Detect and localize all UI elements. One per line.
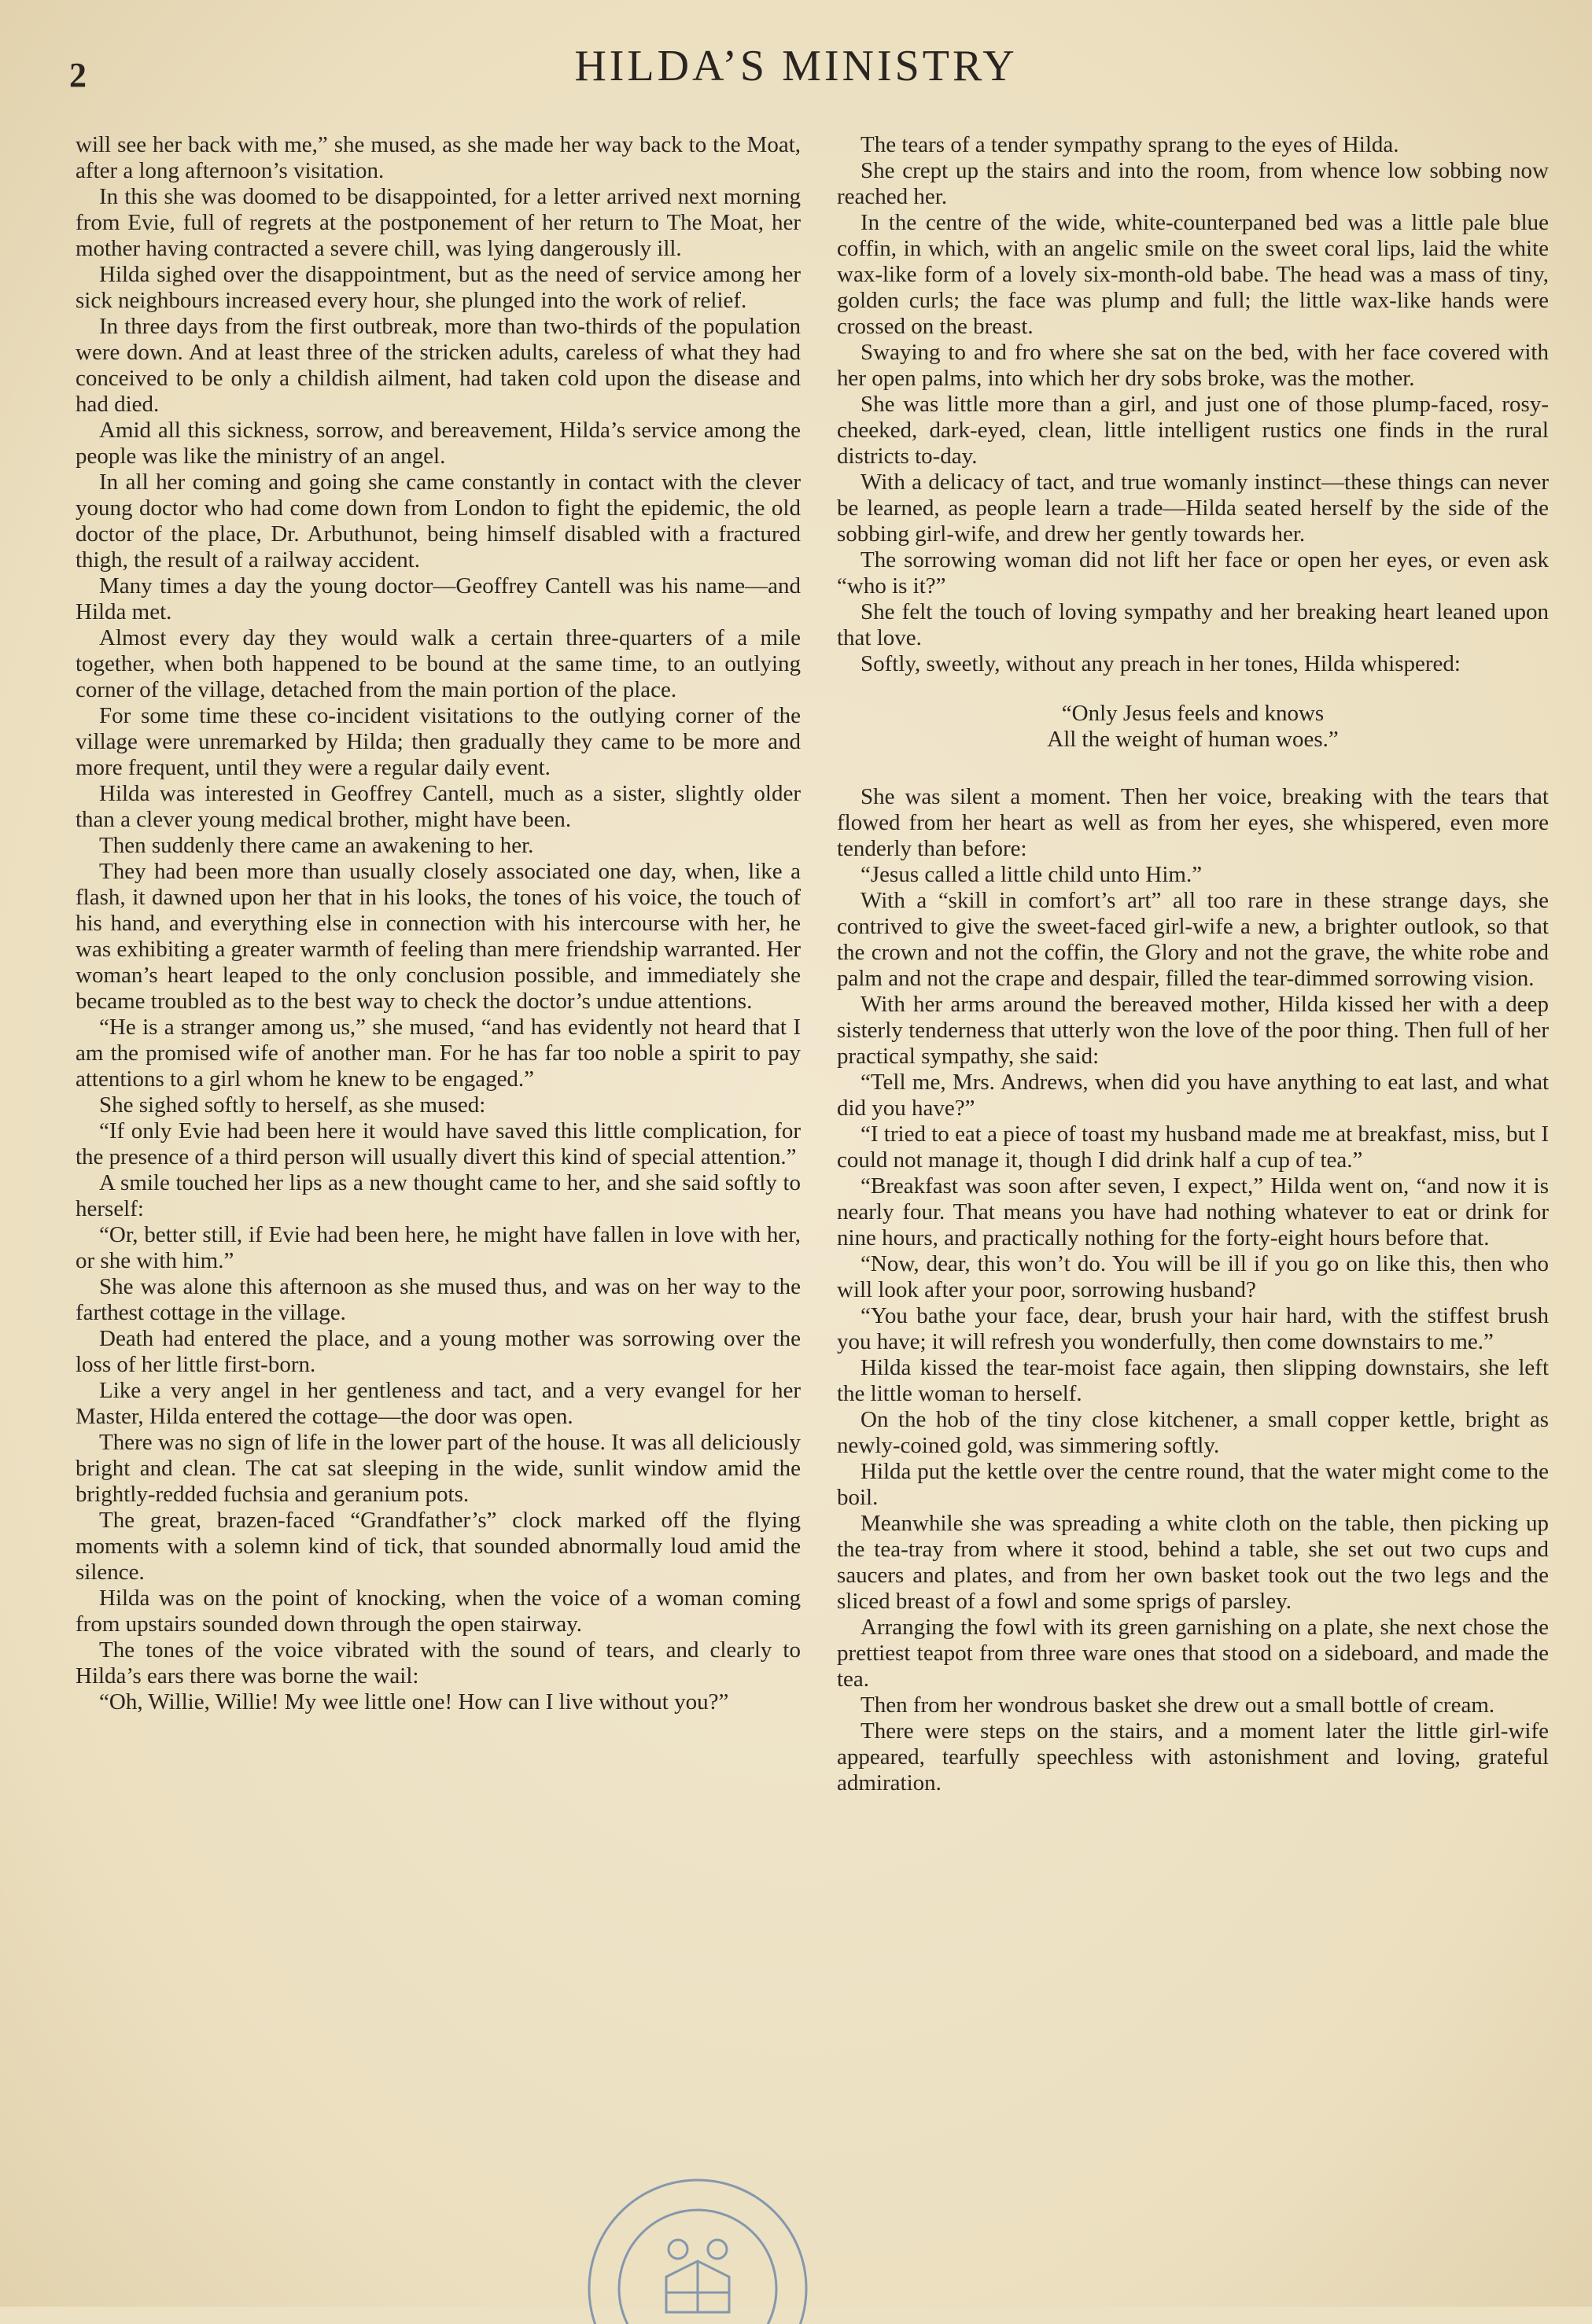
paragraph: Hilda was on the point of knocking, when the voice of a woman coming from upstairs sounded down through the open stairway. bbox=[76, 1586, 801, 1637]
paragraph: Amid all this sickness, sorrow, and bereavement, Hilda’s service among the people was like the ministry of an angel. bbox=[76, 418, 801, 469]
paragraph: She sighed softly to herself, as she mused: bbox=[99, 1092, 486, 1118]
paragraph: She crept up the stairs and into the room, from whence low sobbing now reached her. bbox=[837, 158, 1549, 209]
paragraph: In three days from the first outbreak, more than two-thirds of the population were down. And at least three of the stricken adults, careless of what they had conceived to be only a childish ailment, had taken cold upon the disease and had died. bbox=[76, 314, 801, 417]
paragraph: She felt the touch of loving sympathy and her breaking heart leaned upon that love. bbox=[837, 599, 1549, 650]
paragraph: Swaying to and fro where she sat on the bed, with her face covered with her open palms, into which her dry sobs broke, was the mother. bbox=[837, 340, 1549, 391]
page-number: 2 bbox=[69, 56, 87, 94]
paragraph: In the centre of the wide, white-counterpaned bed was a little pale blue coffin, in which, with an angelic smile on the sweet coral lips, laid the white wax-like form of a lovely six-month-old babe. The head was a mass of tiny, golden curls; the face was plump and full; the little wax-like hands were crossed on the breast. bbox=[837, 210, 1549, 339]
paragraph: With a “skill in comfort’s art” all too rare in these strange days, she contrived to give the sweet-faced girl-wife a new, a brighter outlook, so that the crown and not the coffin, the Glory and not the grave, the white robe and palm and not the crape and despair, filled the tear-dimmed sorrowing vision. bbox=[837, 888, 1549, 991]
paragraph: “Breakfast was soon after seven, I expect,” Hilda went on, “and now it is nearly four. That means you have had nothing whatever to eat or drink for nine hours, and practically nothing for the forty-eight hours before that. bbox=[837, 1173, 1549, 1250]
right-column bbox=[837, 132, 1549, 1796]
paragraph: “Jesus called a little child unto Him.” bbox=[860, 862, 1203, 887]
paragraph: Death had entered the place, and a young mother was sorrowing over the loss of her little first-born. bbox=[76, 1326, 801, 1377]
paragraph: She was silent a moment. Then her voice, breaking with the tears that flowed from her heart as well as from her eyes, she whispered, even more tenderly than before: bbox=[837, 784, 1549, 861]
paragraph: “I tried to eat a piece of toast my husband made me at breakfast, miss, but I could not manage it, though I did drink half a cup of tea.” bbox=[837, 1121, 1549, 1173]
verse-quote bbox=[837, 701, 1549, 753]
verse-line: All the weight of human woes.” bbox=[1047, 727, 1339, 752]
paragraph: There were steps on the stairs, and a moment later the little girl-wife appeared, tearfully speechless with astonishment and loving, grateful admiration. bbox=[837, 1718, 1549, 1795]
paragraph: “Oh, Willie, Willie! My wee little one! How can I live without you?” bbox=[99, 1689, 729, 1714]
paragraph: Like a very angel in her gentleness and tact, and a very evangel for her Master, Hilda entered the cottage—the door was open. bbox=[76, 1378, 801, 1429]
paragraph: “You bathe your face, dear, brush your hair hard, with the stiffest brush you have; it will refresh you wonderfully, then come downstairs to me.” bbox=[837, 1303, 1549, 1354]
paragraph: Hilda sighed over the disappointment, but as the need of service among her sick neighbours increased every hour, she plunged into the work of relief. bbox=[76, 262, 801, 313]
paragraph: “If only Evie had been here it would have saved this little complication, for the presence of a third person will usually divert this kind of special attention.” bbox=[76, 1118, 801, 1169]
paragraph: Then from her wondrous basket she drew out a small bottle of cream. bbox=[860, 1692, 1495, 1718]
paragraph: Arranging the fowl with its green garnishing on a plate, she next chose the prettiest teapot from three ware ones that stood on a sideboard, and made the tea. bbox=[837, 1615, 1549, 1692]
paragraph: Softly, sweetly, without any preach in her tones, Hilda whispered: bbox=[860, 651, 1461, 676]
paragraph: In this she was doomed to be disappointed, for a letter arrived next morning from Evie, full of regrets at the postponement of her return to The Moat, her mother having contracted a severe chill, was lying dangerously ill. bbox=[76, 184, 801, 261]
paragraph: Many times a day the young doctor—Geoffrey Cantell was his name—and Hilda met. bbox=[76, 573, 801, 624]
paragraph: Hilda was interested in Geoffrey Cantell, much as a sister, slightly older than a clever young medical brother, might have been. bbox=[76, 781, 801, 832]
museum-stamp-icon bbox=[584, 2175, 812, 2324]
paragraph: They had been more than usually closely associated one day, when, like a flash, it dawned upon her that in his looks, the tones of his voice, the touch of his hand, and everything else in connection with his intercourse with her, he was exhibiting a greater warmth of feeling than mere friendship warranted. Her woman’s heart leaped to the only conclusion possible, and immediately she became troubled as to the best way to check the doctor’s undue attentions. bbox=[76, 859, 801, 1014]
paragraph: “He is a stranger among us,” she mused, “and has evidently not heard that I am the promised wife of another man. For he has far too noble a spirit to pay attentions to a girl whom he knew to be engaged.” bbox=[76, 1015, 801, 1092]
paragraph: The great, brazen-faced “Grandfather’s” clock marked off the flying moments with a solemn kind of tick, that sounded abnormally loud amid the silence. bbox=[76, 1508, 801, 1585]
paragraph: The tears of a tender sympathy sprang to the eyes of Hilda. bbox=[860, 132, 1399, 157]
paragraph: In all her coming and going she came constantly in contact with the clever young doctor who had come down from London to fight the epidemic, the old doctor of the place, Dr. Arbuthunot, being himself disabled with a fractured thigh, the result of a railway accident. bbox=[76, 470, 801, 573]
paragraph: Meanwhile she was spreading a white cloth on the table, then picking up the tea-tray from where it stood, behind a table, she set out two cups and saucers and plates, and from her own basket took out the two legs and the sliced breast of a fowl and some sprigs of parsley. bbox=[837, 1511, 1549, 1614]
paragraph: The tones of the voice vibrated with the sound of tears, and clearly to Hilda’s ears there was borne the wail: bbox=[76, 1637, 801, 1689]
verse-line: “Only Jesus feels and knows bbox=[1061, 701, 1325, 726]
paragraph: Then suddenly there came an awakening to her. bbox=[99, 833, 534, 858]
paragraph: For some time these co-incident visitations to the outlying corner of the village were unremarked by Hilda; then gradually they came to be more and more frequent, until they were a regular daily event. bbox=[76, 703, 801, 780]
paragraph: Hilda put the kettle over the centre round, that the water might come to the boil. bbox=[837, 1459, 1549, 1510]
paragraph: She was alone this afternoon as she mused thus, and was on her way to the farthest cottage in the village. bbox=[76, 1274, 801, 1325]
paragraph: A smile touched her lips as a new thought came to her, and she said softly to herself: bbox=[76, 1170, 801, 1221]
paragraph: “Or, better still, if Evie had been here, he might have fallen in love with her, or she with him.” bbox=[76, 1222, 801, 1273]
running-title: HILDA’S MINISTRY bbox=[574, 42, 1018, 90]
paragraph: The sorrowing woman did not lift her face or open her eyes, or even ask “who is it?” bbox=[837, 547, 1549, 598]
paragraph: She was little more than a girl, and just one of those plump-faced, rosy-cheeked, dark-eyed, clean, little intelligent rustics one finds in the rural districts to-day. bbox=[837, 392, 1549, 469]
paragraph: “Now, dear, this won’t do. You will be ill if you go on like this, then who will look after your poor, sorrowing husband? bbox=[837, 1251, 1549, 1302]
paragraph: “Tell me, Mrs. Andrews, when did you have anything to eat last, and what did you have?” bbox=[837, 1070, 1549, 1121]
paragraph: Hilda kissed the tear-moist face again, then slipping downstairs, she left the little woman to herself. bbox=[837, 1355, 1549, 1406]
paragraph: With a delicacy of tact, and true womanly instinct—these things can never be learned, as people learn a trade—Hilda seated herself by the side of the sobbing girl-wife, and drew her gently towards her. bbox=[837, 470, 1549, 547]
paragraph: will see her back with me,” she mused, as she made her way back to the Moat, after a long afternoon’s visitation. bbox=[76, 132, 801, 183]
paragraph: Almost every day they would walk a certain three-quarters of a mile together, when both happened to be bound at the same time, to an outlying corner of the village, detached from the main portion of the place. bbox=[76, 625, 801, 702]
paragraph: On the hob of the tiny close kitchener, a small copper kettle, bright as newly-coined gold, was simmering softly. bbox=[837, 1407, 1549, 1458]
left-column bbox=[76, 132, 801, 1715]
paragraph: There was no sign of life in the lower part of the house. It was all deliciously bright and clean. The cat sat sleeping in the wide, sunlit window amid the brightly-redded fuchsia and geranium pots. bbox=[76, 1430, 801, 1507]
paragraph: With her arms around the bereaved mother, Hilda kissed her with a deep sisterly tenderness that utterly won the love of the poor thing. Then full of her practical sympathy, she said: bbox=[837, 992, 1549, 1069]
